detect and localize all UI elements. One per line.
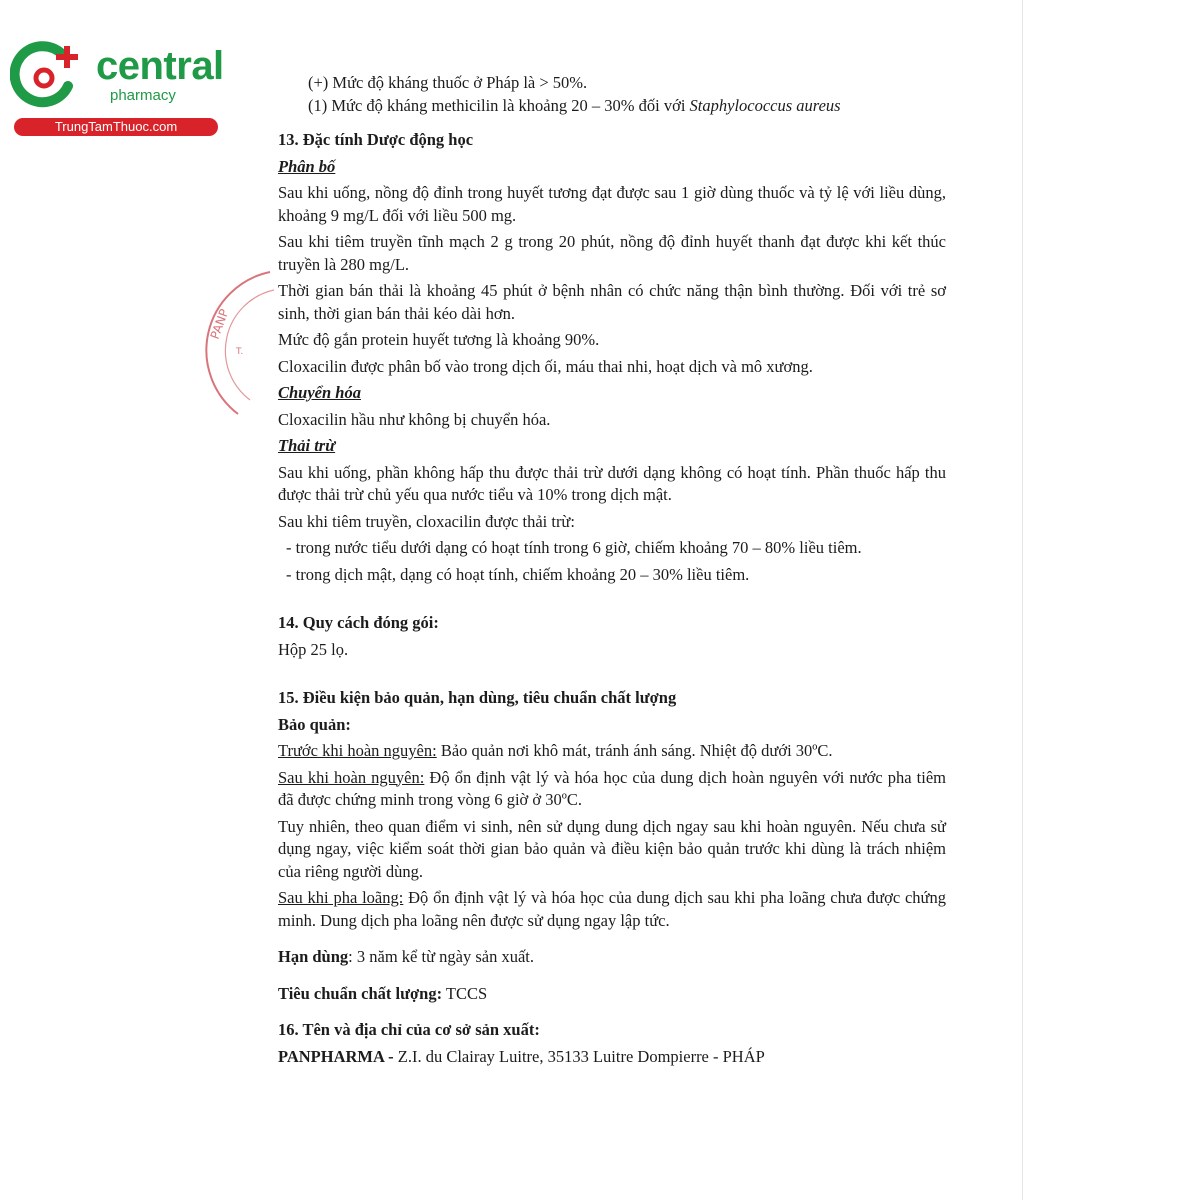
- sau-hoan-nguyen-text: Độ ổn định vật lý và hóa học của dung dịch hoàn nguyên với nước pha tiêm đã được chứng minh trong vòng 6 giờ ở 30ºC.: [278, 767, 946, 809]
- subheading-thai-tru: Thải trừ: [278, 436, 336, 455]
- footnote-one: [308, 95, 946, 118]
- section-16-title: 16. Tên và địa chỉ của cơ sở sản xuất:: [278, 1020, 540, 1039]
- chuyen-hoa-para: Cloxacilin hầu như không bị chuyển hóa.: [278, 409, 551, 429]
- section-14-body: Hộp 25 lọ.: [278, 639, 349, 659]
- logo-site-badge: TrungTamThuoc.com: [14, 118, 218, 136]
- svg-text:PANP: PANP: [207, 307, 232, 342]
- phan-bo-para-1: Sau khi uống, nồng độ đỉnh trong huyết tương đạt được sau 1 giờ dùng thuốc và tỷ lệ với liều dùng, khoảng 9 mg/L đối với liều 500 mg.: [278, 183, 946, 225]
- tieu-chuan: [278, 983, 946, 1006]
- truoc-hoan-nguyen-label: Trước khi hoàn nguyên:: [278, 741, 437, 760]
- page-edge-line: [1022, 0, 1023, 1200]
- footnote-plus: (+) Mức độ kháng thuốc ở Pháp là > 50%.: [308, 73, 588, 92]
- subheading-chuyen-hoa: Chuyển hóa: [278, 383, 361, 402]
- sau-hoan-nguyen: [278, 767, 946, 812]
- document-body: [278, 72, 946, 1068]
- logo-subtitle: pharmacy: [110, 87, 176, 104]
- han-dung-label: Hạn dùng: [278, 947, 349, 966]
- truoc-hoan-nguyen: [278, 740, 946, 763]
- thai-tru-para-1: Sau khi uống, phần không hấp thu được thải trừ dưới dạng không có hoạt tính. Phần thuốc hấp thu được thải trừ chủ yếu qua nước tiểu và 10% trong dịch mật.: [278, 462, 946, 504]
- footnote-one-species: Staphylococcus aureus: [689, 95, 841, 115]
- footnote-one-text: (1) Mức độ kháng methicilin là khoảng 20 – 30% đối với: [308, 95, 690, 115]
- han-dung-text: : 3 năm kể từ ngày sản xuất.: [348, 947, 534, 966]
- phan-bo-para-2: Sau khi tiêm truyền tĩnh mạch 2 g trong 20 phút, nồng độ đỉnh huyết thanh đạt được khi kết thúc truyền là 280 mg/L.: [278, 232, 946, 274]
- sau-pha-loang-label: Sau khi pha loãng:: [278, 888, 404, 907]
- svg-text:T.: T.: [236, 347, 244, 357]
- thai-tru-bullet-2: - trong dịch mật, dạng có hoạt tính, chiếm khoảng 20 – 30% liều tiêm.: [286, 564, 750, 584]
- thai-tru-para-2: Sau khi tiêm truyền, cloxacilin được thải trừ:: [278, 511, 575, 531]
- manufacturer-address: Z.I. du Clairay Luitre, 35133 Luitre Dompierre - PHÁP: [393, 1046, 765, 1066]
- central-pharmacy-logo: [10, 36, 224, 136]
- sau-hoan-nguyen-label: Sau khi hoàn nguyên:: [278, 767, 425, 787]
- manufacturer-line: [278, 1046, 946, 1069]
- phan-bo-para-5: Cloxacilin được phân bố vào trong dịch ối, máu thai nhi, hoạt dịch và mô xương.: [278, 356, 813, 376]
- logo-wordmark: central: [96, 44, 224, 88]
- sau-pha-loang-text: Độ ổn định vật lý và hóa học của dung dịch sau khi pha loãng chưa được chứng minh. Dung dịch pha loãng nên được sử dụng ngay lập tức.: [278, 888, 946, 930]
- truoc-hoan-nguyen-text: Bảo quản nơi khô mát, tránh ánh sáng. Nhiệt độ dưới 30ºC.: [436, 741, 833, 760]
- section-14-title: 14. Quy cách đóng gói:: [278, 613, 439, 632]
- tieu-chuan-text: TCCS: [442, 983, 488, 1003]
- phan-bo-para-3: Thời gian bán thải là khoảng 45 phút ở bệnh nhân có chức năng thận bình thường. Đối với trẻ sơ sinh, thời gian bán thải kéo dài hơn.: [278, 281, 946, 323]
- company-stamp-fragment: [204, 268, 274, 418]
- tuy-nhien-para: Tuy nhiên, theo quan điểm vi sinh, nên sử dụng dung dịch ngay sau khi hoàn nguyên. Nếu chưa sử dụng ngay, việc kiểm soát thời gian bảo quản và điều kiện bảo quản trước khi dùng là trách nhiệm của riêng người dùng.: [278, 816, 946, 881]
- manufacturer-name: PANPHARMA -: [278, 1046, 394, 1066]
- section-13-title: 13. Đặc tính Dược động học: [278, 130, 474, 149]
- han-dung: [278, 946, 946, 969]
- section-15-title: 15. Điều kiện bảo quản, hạn dùng, tiêu chuẩn chất lượng: [278, 688, 677, 707]
- subheading-phan-bo: Phân bố: [278, 156, 336, 176]
- thai-tru-bullet-1: - trong nước tiểu dưới dạng có hoạt tính trong 6 giờ, chiếm khoảng 70 – 80% liều tiêm.: [286, 538, 862, 557]
- tieu-chuan-label: Tiêu chuẩn chất lượng:: [278, 983, 443, 1003]
- pharmacy-cross-icon: [10, 40, 82, 112]
- sau-pha-loang: [278, 887, 946, 932]
- phan-bo-para-4: Mức độ gắn protein huyết tương là khoảng 90%.: [278, 330, 600, 349]
- bao-quan-label: Bảo quản:: [278, 714, 351, 734]
